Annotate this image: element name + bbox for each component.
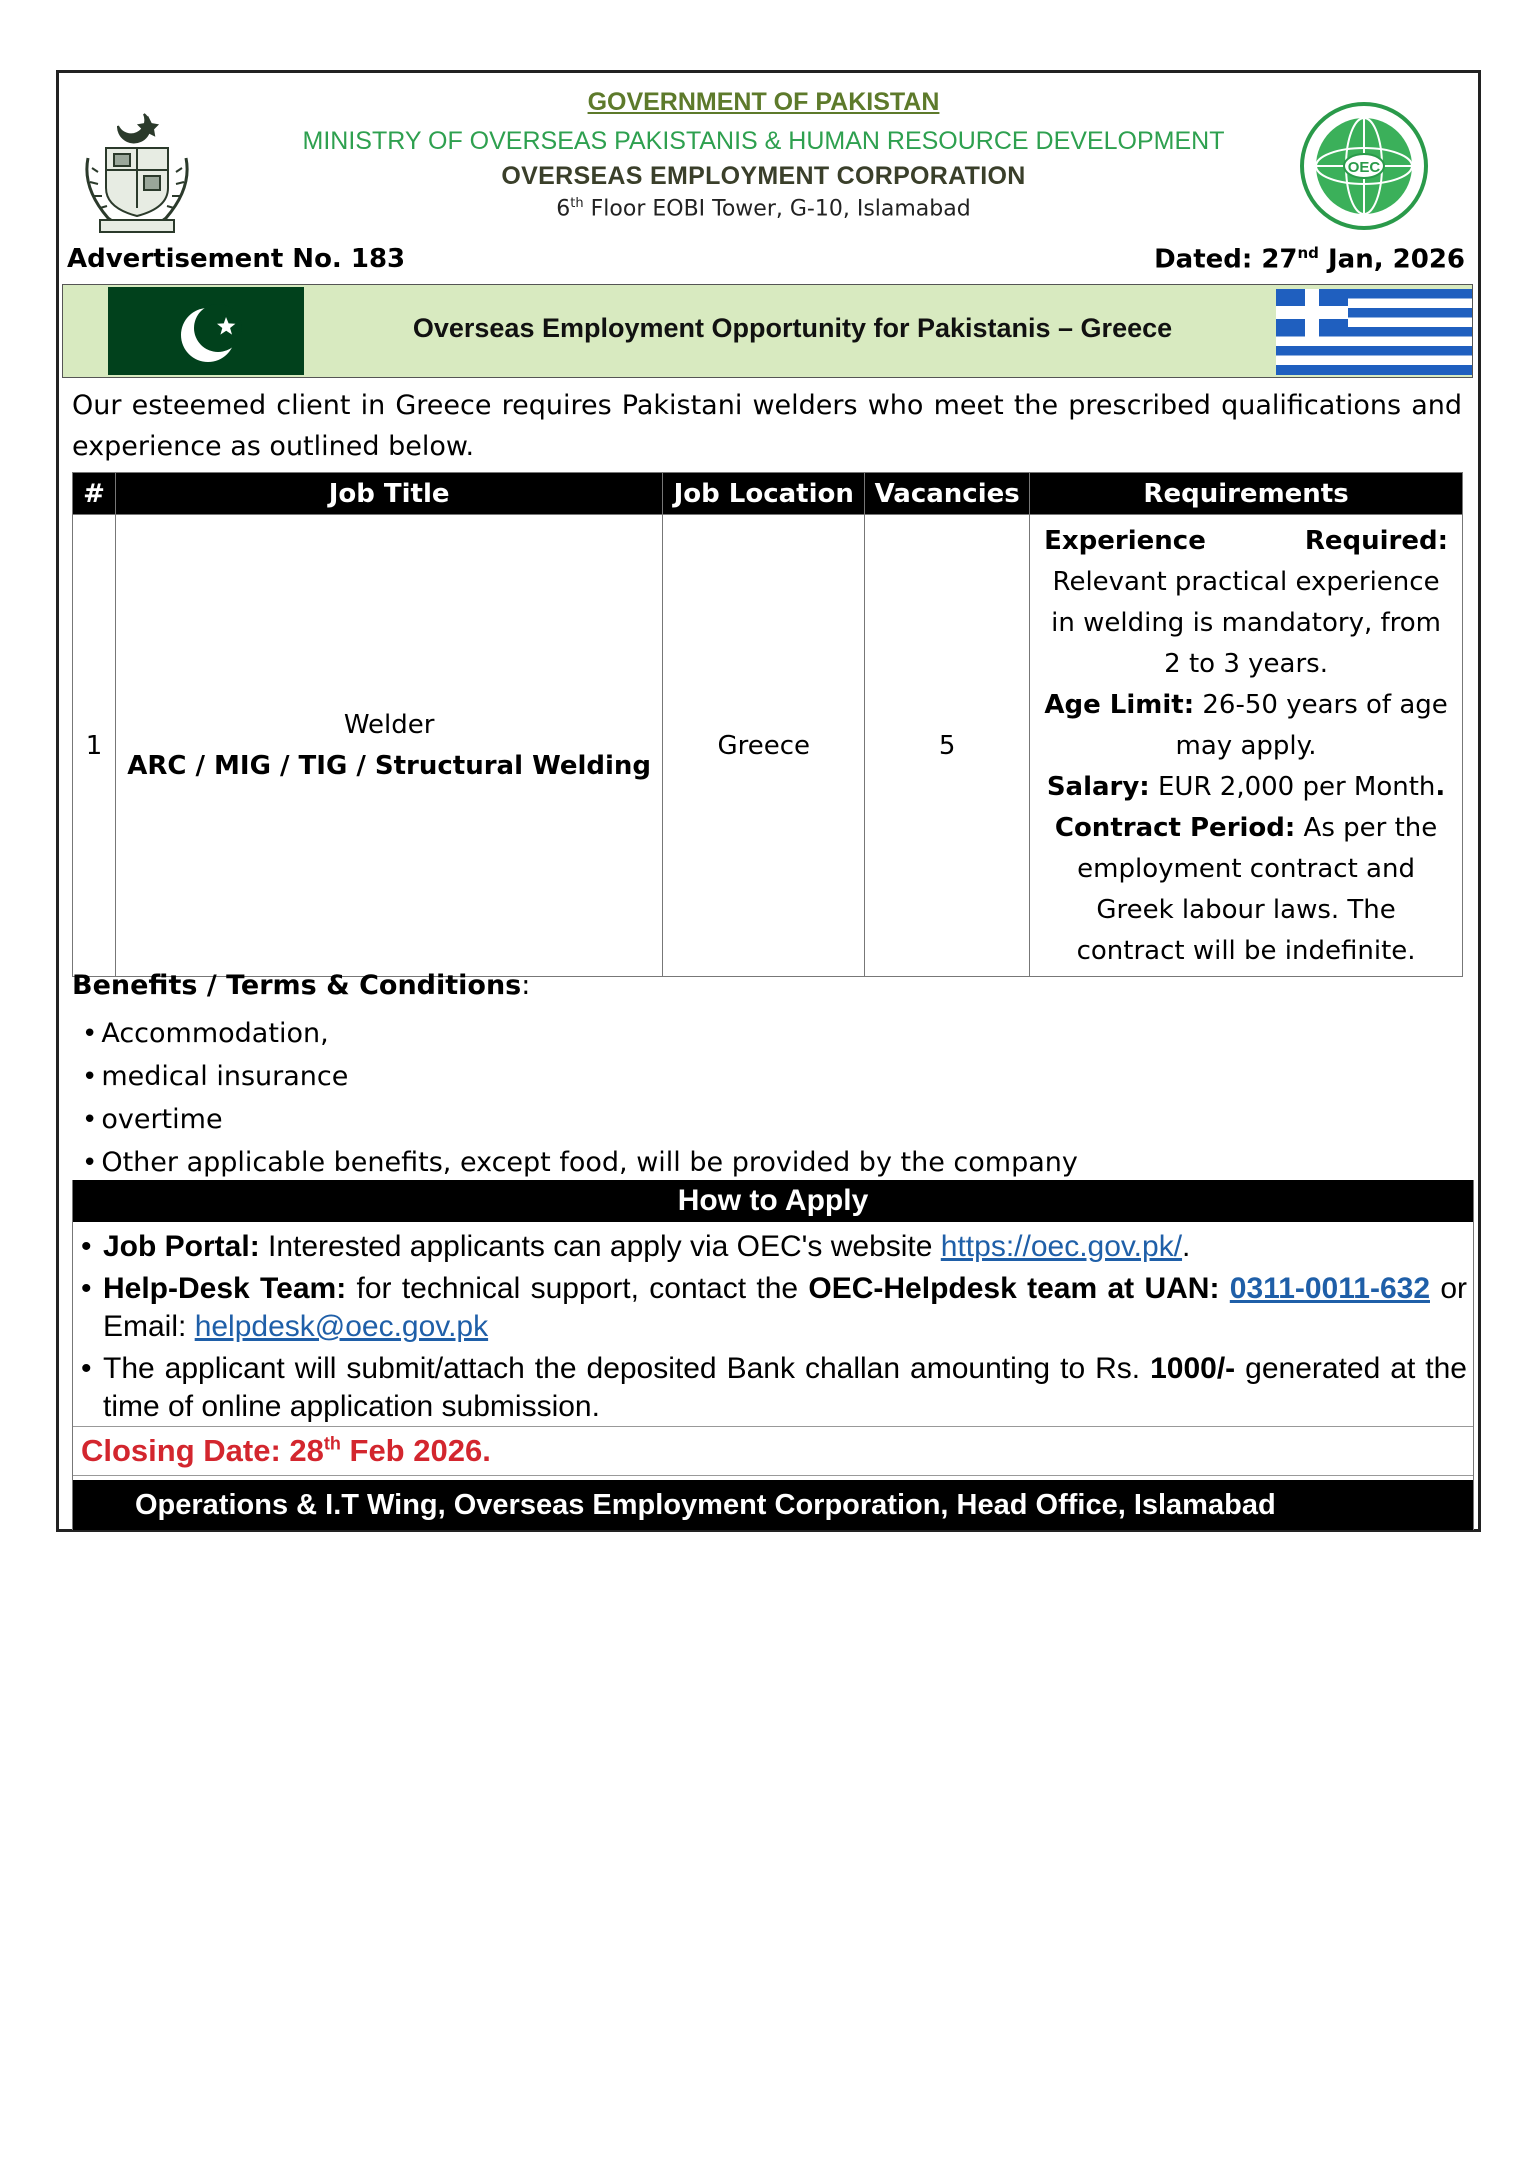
job-portal-item: • Job Portal: Interested applicants can apply via OEC's website https://oec.gov.pk/. bbox=[79, 1228, 1467, 1266]
how-to-apply-section bbox=[72, 1180, 1474, 1530]
helpdesk-item: • Help-Desk Team: for technical support, contact the OEC-Helpdesk team at UAN: 0311-0011-632 or Email: helpdesk@oec.gov.pk bbox=[79, 1270, 1467, 1346]
banner-title: Overseas Employment Opportunity for Pakistanis – Greece bbox=[412, 313, 1173, 343]
experience-text: Relevant practical experience in welding is mandatory, from 2 to 3 years. bbox=[1051, 567, 1441, 679]
greece-flag-icon bbox=[1276, 289, 1472, 375]
benefits-heading: Benefits / Terms & Conditions: bbox=[72, 970, 531, 1001]
helpdesk-email-link[interactable]: helpdesk@oec.gov.pk bbox=[194, 1310, 489, 1343]
oec-website-link[interactable]: https://oec.gov.pk/ bbox=[940, 1230, 1183, 1263]
table-header-row bbox=[73, 473, 1463, 515]
job-table bbox=[72, 472, 1463, 977]
requirements-cell bbox=[1030, 515, 1463, 977]
closing-date-row bbox=[73, 1426, 1473, 1476]
job-title: Welder bbox=[343, 709, 435, 740]
experience-label: Experience Required: bbox=[1044, 526, 1448, 556]
salary: Salary: EUR 2,000 per Month. bbox=[1046, 772, 1446, 802]
corporation-heading: OVERSEAS EMPLOYMENT CORPORATION bbox=[501, 162, 1026, 190]
how-to-apply-heading: How to Apply bbox=[73, 1180, 1473, 1222]
list-item: • medical insurance bbox=[82, 1055, 1078, 1098]
col-requirements: Requirements bbox=[1030, 473, 1463, 515]
closing-date: Closing Date: 28th Feb 2026. bbox=[81, 1433, 491, 1468]
svg-text:OEC: OEC bbox=[1347, 159, 1381, 176]
contract-period: Contract Period: As per the employment contract and Greek labour laws. The contract will be indefinite. bbox=[1054, 813, 1438, 966]
footer-office: Operations & I.T Wing, Overseas Employment Corporation, Head Office, Islamabad bbox=[73, 1480, 1473, 1530]
intro-paragraph: Our esteemed client in Greece requires Pakistani welders who meet the prescribed qualifications and experience as outlined below. bbox=[72, 390, 1462, 462]
uan-phone-link[interactable]: 0311-0011-632 bbox=[1229, 1272, 1430, 1305]
table-row bbox=[73, 515, 1463, 977]
job-title-cell bbox=[115, 515, 662, 977]
row-number: 1 bbox=[73, 515, 116, 977]
advertisement-number: Advertisement No. 183 bbox=[67, 244, 406, 274]
opportunity-banner bbox=[62, 284, 1473, 378]
col-job-title: Job Title bbox=[115, 473, 662, 515]
col-job-location: Job Location bbox=[663, 473, 865, 515]
col-number: # bbox=[73, 473, 116, 515]
pakistan-flag-icon bbox=[108, 287, 304, 375]
ministry-heading: MINISTRY OF OVERSEAS PAKISTANIS & HUMAN RESOURCE DEVELOPMENT bbox=[302, 127, 1225, 155]
list-item: • Accommodation, bbox=[82, 1012, 1078, 1055]
job-vacancies: 5 bbox=[865, 515, 1030, 977]
col-vacancies: Vacancies bbox=[865, 473, 1030, 515]
apply-instructions bbox=[79, 1228, 1467, 1430]
list-item: • Other applicable benefits, except food, will be provided by the company bbox=[82, 1141, 1078, 1184]
job-subtitle: ARC / MIG / TIG / Structural Welding bbox=[127, 750, 652, 781]
age-limit: Age Limit: 26-50 years of age may apply. bbox=[1044, 690, 1448, 761]
government-heading: GOVERNMENT OF PAKISTAN bbox=[587, 88, 940, 116]
list-item: • overtime bbox=[82, 1098, 1078, 1141]
job-location: Greece bbox=[663, 515, 865, 977]
advertisement-date: Dated: 27nd Jan, 2026 bbox=[1154, 244, 1465, 275]
office-address: 6th Floor EOBI Tower, G-10, Islamabad bbox=[556, 196, 971, 222]
benefits-list bbox=[82, 1012, 1078, 1184]
challan-item: • The applicant will submit/attach the deposited Bank challan amounting to Rs. 1000/- generated at the time of online application submission. bbox=[79, 1350, 1467, 1426]
